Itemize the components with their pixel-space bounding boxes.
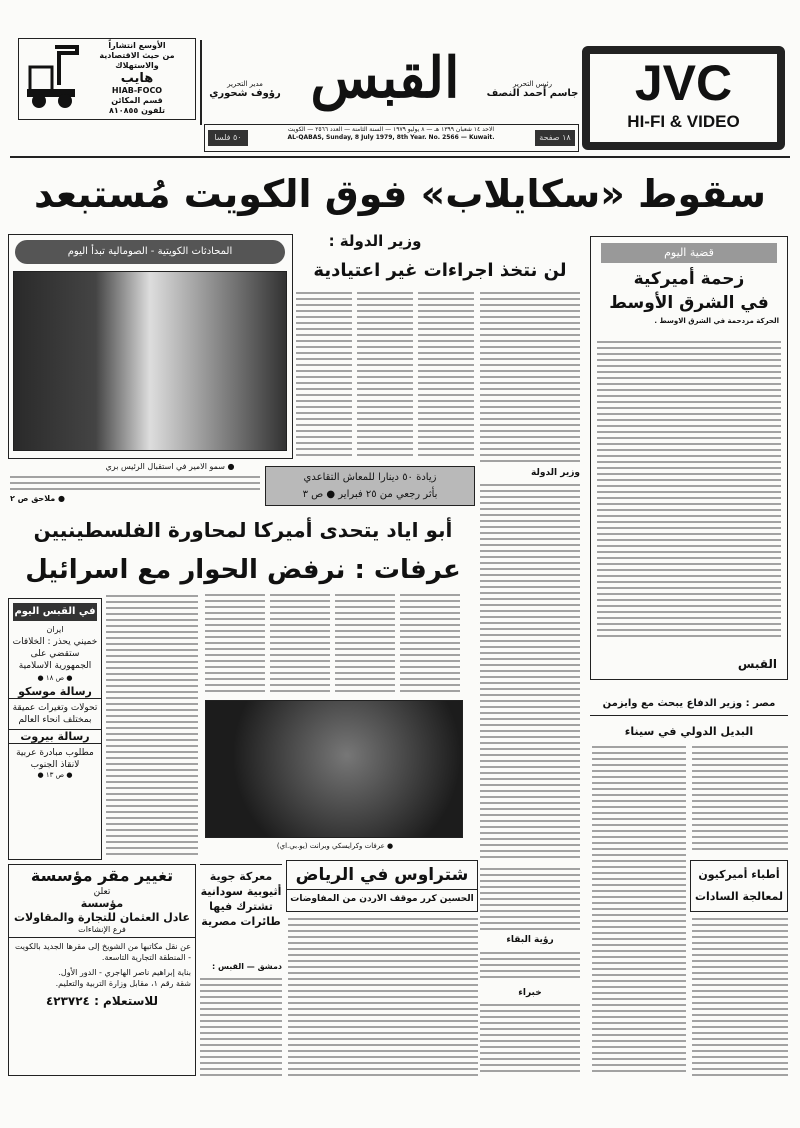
inside-today-box — [8, 598, 102, 860]
minister-body — [480, 292, 580, 464]
ad-branch: فرع الإنشاءات — [9, 925, 195, 938]
abuiyad-body — [270, 594, 330, 694]
doctors-headline: أطباء أميركيون — [698, 868, 780, 881]
ad-announces: تعلن — [93, 887, 111, 897]
truck-crane-icon — [25, 45, 80, 110]
egypt-body — [692, 746, 788, 854]
egypt-body — [592, 746, 686, 1076]
jvc-ad — [582, 46, 785, 150]
editor-in-chief: رئيس التحرير جاسم أحمد النصف — [486, 80, 579, 99]
dateline-bar — [204, 124, 579, 152]
date-arabic: الاحد ١٤ شعبان ١٣٩٩ هـ — ٨ يوليو ١٩٧٩ — السنة الثامنة — العدد ٢٥٦٦ — الكويت — [287, 126, 495, 133]
issue-body — [597, 341, 781, 641]
strauss-body — [288, 918, 478, 1076]
minister-kicker: وزير الدولة : — [328, 232, 422, 250]
ad-phone: تلفون ٨١٠٨٥٥ — [109, 106, 165, 115]
page-ref: ● ص ١٣ ● — [37, 771, 73, 779]
talks-photo — [13, 271, 287, 451]
strauss-subhead: الحسين كرر موقف الاردن من المفاوضات — [287, 889, 477, 908]
arafat-headline: عرفات : نرفض الحوار مع اسرائيل — [25, 555, 461, 585]
strauss-headline: شتراوس في الرياض — [295, 865, 469, 885]
date-english: AL-QABAS, Sunday, 8 July 1979, 8th Year. No. 2566 — Kuwait. — [287, 134, 495, 141]
issue-lead: الحركة مزدحمة في الشرق الاوسط . — [654, 317, 779, 325]
abuiyad-body — [106, 595, 198, 855]
issue-of-day-box — [590, 236, 788, 680]
ad-body: عن نقل مكاتبها من الشويخ إلى مقرها الجديد بالكويت - المنطقة التجارية التاسعة. — [14, 942, 191, 962]
minister-body — [480, 484, 580, 860]
minister-subhead: وزير الدولة — [531, 468, 580, 478]
ad-phone: للاستعلام : ٤٢٣٧٢٤ — [45, 994, 159, 1008]
ad-company-label: مؤسسة — [80, 897, 124, 910]
minister-body — [357, 292, 413, 460]
newspaper-logo: القبس — [310, 45, 460, 111]
arafat-photo-caption: ● عرفات وكرايسكي وبرانت (يو.بي.اي) — [276, 842, 394, 850]
pension-line2: بأثر رجعي من ٢٥ فبراير ● ص ٣ — [302, 489, 438, 500]
ad-title: تغيير مقر مؤسسة — [30, 866, 174, 885]
price-badge: ٥٠ فلسا — [208, 130, 248, 146]
egypt-subheadline: البديل الدولي في سيناء — [624, 725, 754, 738]
ad-dept: قسم المكائن — [111, 96, 163, 105]
air-battle-dateline: دمشق — القبس : — [211, 962, 282, 971]
ad-company: عادل العثمان للتجارة والمقاولات — [13, 911, 191, 924]
jvc-tagline: HI-FI & VIDEO — [627, 112, 740, 131]
divider — [200, 40, 202, 125]
column-body — [480, 1004, 580, 1076]
inside-section[interactable]: رسالة موسكو — [9, 685, 101, 699]
air-battle-headline: معركة جوية أثيوبية سودانية تشترك فيها طائرات مصرية — [200, 864, 282, 929]
inside-item[interactable]: خميني يحذر : الخلافات ستقضي على الجمهورية الاسلامية — [12, 637, 98, 671]
inside-section[interactable]: رسالة بيروت — [9, 729, 101, 744]
doctors-box — [690, 860, 788, 912]
ad-brand: هايب — [120, 71, 154, 86]
ad-line: الأوسع انتشاراً — [108, 41, 166, 50]
egypt-headline: مصر : وزير الدفاع يبحث مع وايزمن — [590, 696, 788, 716]
issue-headline: زحمة أميركية — [633, 269, 745, 289]
inside-section: ايران — [46, 625, 64, 634]
doctors-body — [692, 918, 788, 1076]
inside-title: في القبس اليوم — [13, 603, 97, 621]
talks-banner: المحادثات الكويتية - الصومالية تبدأ اليوم — [15, 240, 285, 264]
inside-item[interactable]: تحولات وتغيرات عميقة بمختلف انحاء العالم — [12, 703, 98, 725]
hiab-ad — [18, 38, 196, 120]
abuiyad-headline: أبو اياد يتحدى أميركا لمحاورة الفلسطينيين — [33, 518, 453, 542]
ad-body: بناية إبراهيم ناصر الهاجري - الدور الأول. — [58, 968, 191, 977]
inside-item[interactable]: مطلوب مبادرة عربية لانقاذ الجنوب — [16, 748, 94, 770]
page-ref: ● ص ١٨ ● — [37, 674, 73, 682]
talks-caption: ● سمو الامير في استقبال الرئيس بري — [105, 462, 235, 471]
column-body — [480, 868, 580, 930]
abuiyad-body — [335, 594, 395, 694]
company-ad — [8, 864, 196, 1076]
pension-box — [265, 466, 475, 506]
minister-body — [418, 292, 474, 460]
jvc-logo: JVC — [634, 55, 733, 111]
talks-more: ● ملاحق ص ٢ — [10, 494, 65, 503]
main-headline: سقوط «سكايلاب» فوق الكويت مُستبعد — [33, 172, 767, 216]
minister-headline: لن نتخذ اجراءات غير اعتيادية — [313, 260, 567, 281]
talks-body — [10, 476, 260, 492]
issue-label: قضية اليوم — [601, 243, 777, 263]
doctors-headline: لمعالجة السادات — [694, 890, 784, 903]
pages-badge: ١٨ صفحة — [535, 130, 575, 146]
pension-line1: زيادة ٥٠ دينارا للمعاش التقاعدي — [303, 472, 437, 483]
ad-brand-en: HIAB-FOCO — [111, 86, 163, 95]
issue-headline: في الشرق الأوسط — [609, 293, 769, 313]
column-body — [480, 952, 580, 982]
managing-editor: مدير التحرير رؤوف شحوري — [209, 80, 281, 99]
column-subhead: خبراء — [518, 988, 542, 998]
arafat-photo — [205, 700, 463, 838]
talks-box — [8, 234, 293, 459]
ad-line: من حيث الاقتصادية — [99, 51, 175, 60]
issue-signature: القبس — [737, 657, 777, 671]
strauss-box — [286, 860, 478, 912]
air-battle-body — [200, 978, 282, 1076]
abuiyad-body — [205, 594, 265, 694]
minister-body — [296, 292, 352, 460]
ad-line: والاستهلاك — [115, 61, 159, 70]
column-subhead: رؤية البقاء — [506, 935, 554, 945]
ad-body: شقة رقم ١، مقابل وزارة التربية والتعليم. — [55, 979, 191, 988]
masthead-rule — [10, 156, 790, 158]
abuiyad-body — [400, 594, 460, 694]
